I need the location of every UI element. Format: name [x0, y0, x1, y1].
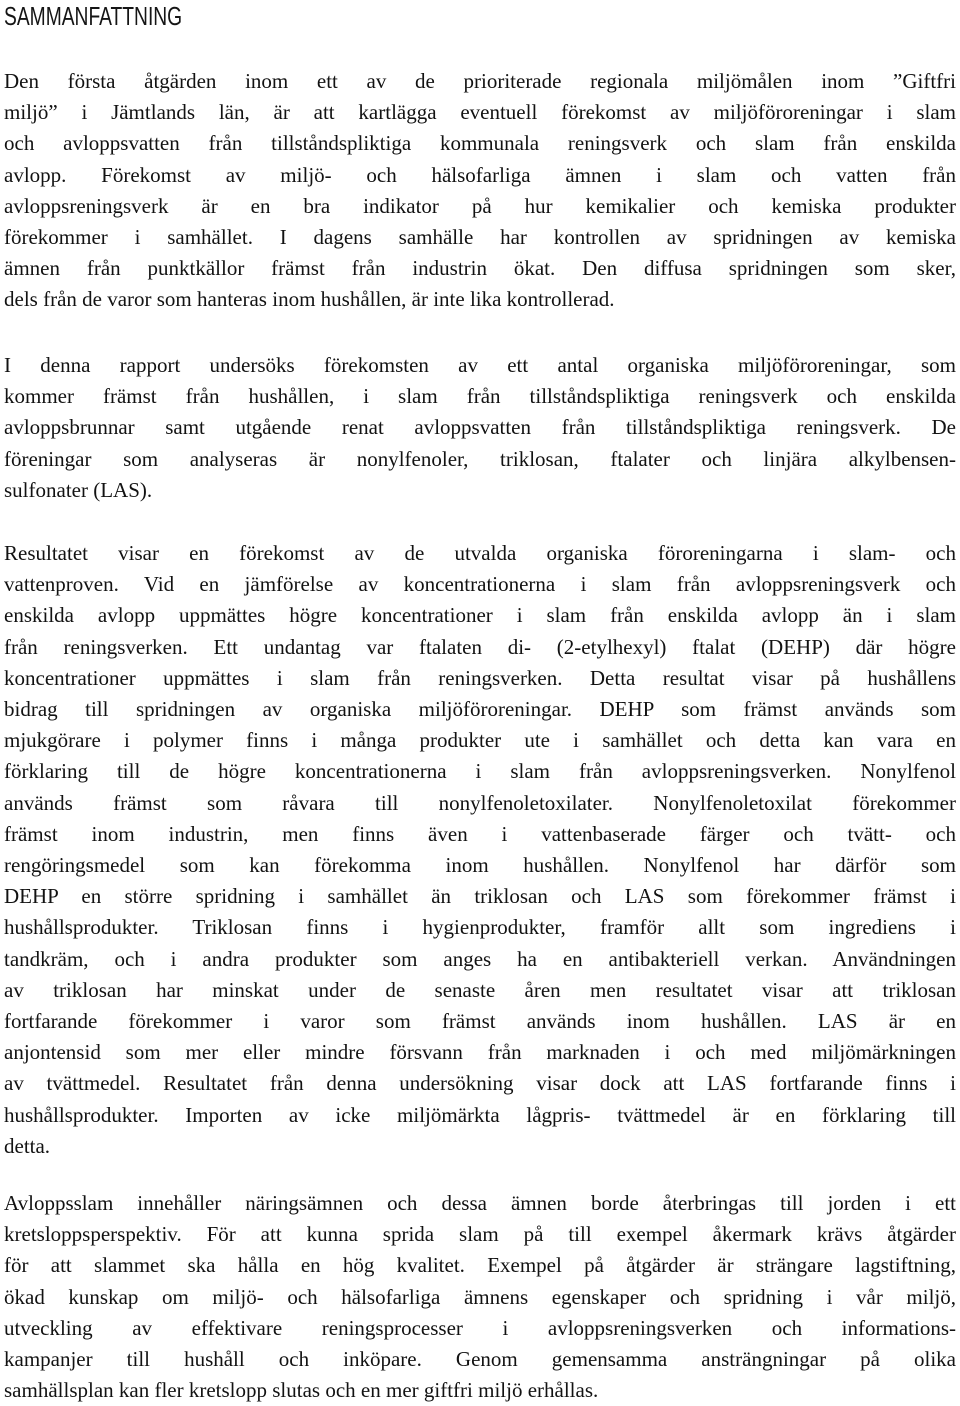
text-line: vattenproven. Vid en jämförelse av koncentrationerna i slam från avloppsreningsverk och [4, 572, 956, 597]
text-line: förekommer i samhället. I dagens samhälle har kontrollen av spridningen av kemiska [4, 225, 956, 250]
text-line: ökad kunskap om miljö- och hälsofarliga ämnens egenskaper och spridning i vår miljö, [4, 1284, 956, 1309]
text-line: avlopp. Förekomst av miljö- och hälsofarliga ämnen i slam och vatten från [4, 162, 956, 187]
text-line: kretsloppsperspektiv. För att kunna sprida slam på till exempel åkermark krävs åtgärder [4, 1222, 956, 1247]
text-line: kommer främst från hushållen, i slam från tillståndspliktiga reningsverk och enskilda [4, 384, 956, 409]
text-line: sulfonater (LAS). [4, 477, 153, 502]
text-line: samhällsplan kan fler kretslopp slutas och en mer giftfri miljö erhållas. [4, 1378, 599, 1403]
text-line: tandkräm, och i andra produkter som anges ha en antibakteriell verkan. Användningen [4, 946, 956, 971]
text-line: mjukgörare i polymer finns i många produkter ute i samhället och detta kan vara en [4, 728, 956, 753]
text-line: hushållsprodukter. Triklosan finns i hygienprodukter, framför allt som ingrediens i [4, 915, 956, 940]
text-line: dels från de varor som hanteras inom hushållen, är inte lika kontrollerad. [4, 287, 615, 312]
paragraph-2 [4, 350, 956, 506]
text-line: I denna rapport undersöks förekomsten av ett antal organiska miljöföroreningar, som [4, 353, 956, 377]
text-line: från reningsverken. Ett undantag var ftalaten di- (2-etylhexyl) ftalat (DEHP) där högre [4, 634, 956, 659]
text-line: detta. [4, 1133, 51, 1158]
text-line: DEHP en större spridning i samhället än triklosan och LAS som förekommer främst i [4, 884, 956, 909]
text-line: kampanjer till hushåll och inköpare. Genom gemensamma ansträngningar på olika [4, 1347, 956, 1372]
paragraph-1 [4, 66, 956, 316]
text-line: avloppsbrunnar samt utgående renat avloppsvatten från tillståndspliktiga reningsverk. De [4, 415, 956, 440]
text-line: för att slammet ska hålla en hög kvalitet. Exempel på åtgärder är strängare lagstiftning, [4, 1253, 956, 1278]
text-line: förklaring till de högre koncentrationerna i slam från avloppsreningsverken. Nonylfenol [4, 759, 956, 784]
text-line: utveckling av effektivare reningsprocesser i avloppsreningsverken och informations- [4, 1315, 956, 1340]
text-line: föreningar som analyseras är nonylfenoler, triklosan, ftalater och linjära alkylbensen- [4, 446, 956, 471]
text-line: Resultatet visar en förekomst av de utvalda organiska föroreningarna i slam- och [4, 541, 956, 565]
text-line: bidrag till spridningen av organiska miljöföroreningar. DEHP som främst används som [4, 697, 956, 722]
text-line: Avloppsslam innehåller näringsämnen och dessa ämnen borde återbringas till jorden i ett [4, 1191, 956, 1215]
page-title: SAMMANFATTNING [4, 1, 183, 31]
text-line: anjontensid som mer eller mindre försvann från marknaden i och med miljömärkningen [4, 1040, 956, 1065]
text-line: enskilda avlopp uppmättes högre koncentrationer i slam från enskilda avlopp än i slam [4, 603, 956, 628]
text-line: och avloppsvatten från tillståndspliktiga kommunala reningsverk och slam från enskilda [4, 131, 956, 156]
text-line: ämnen från punktkällor främst från industrin ökat. Den diffusa spridningen som sker, [4, 256, 956, 281]
text-line: Den första åtgärden inom ett av de prioriterade regionala miljömålen inom ”Giftfri [4, 69, 956, 93]
text-line: av tvättmedel. Resultatet från denna undersökning visar dock att LAS fortfarande finns i [4, 1071, 956, 1096]
text-line: främst inom industrin, men finns även i vattenbaserade färger och tvätt- och [4, 821, 956, 846]
text-line: av triklosan har minskat under de senaste åren men resultatet visar att triklosan [4, 977, 956, 1002]
text-line: miljö” i Jämtlands län, är att kartlägga eventuell förekomst av miljöföroreningar i slam [4, 100, 956, 125]
text-line: används främst som råvara till nonylfenoletoxilater. Nonylfenoletoxilat förekommer [4, 790, 956, 815]
text-line: koncentrationer uppmättes i slam från reningsverken. Detta resultat visar på hushållens [4, 665, 956, 690]
text-line: avloppsreningsverk är en bra indikator på hur kemikalier och kemiska produkter [4, 193, 956, 218]
text-line: hushållsprodukter. Importen av icke miljömärkta lågpris- tvättmedel är en förklaring till [4, 1102, 956, 1127]
text-line: rengöringsmedel som kan förekomma inom hushållen. Nonylfenol har därför som [4, 853, 956, 878]
paragraph-4 [4, 1188, 956, 1406]
text-line: fortfarande förekommer i varor som främst används inom hushållen. LAS är en [4, 1009, 956, 1034]
paragraph-3 [4, 538, 956, 1162]
